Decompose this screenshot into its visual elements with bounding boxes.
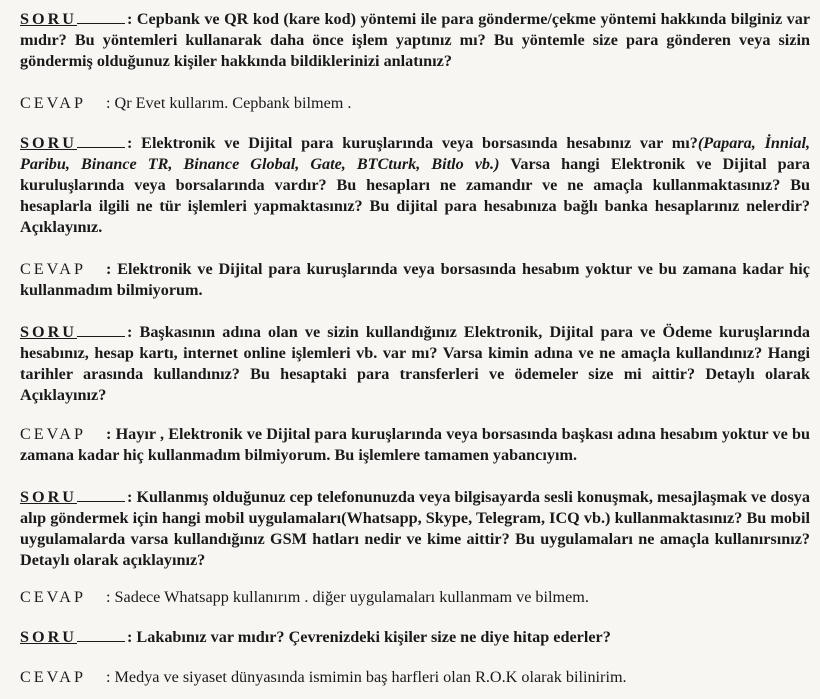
question-text: Kullanmış olduğunuz cep telefonunuzda veya bilgisayarda sesli konuşmak, mesajlaşmak ve dosya alıp göndermek için hangi mobil uygulamaları(Whatsapp, Skype, Telegram, ICQ vb.) kullanmaktasınız? Bu mobil uygulamalarda varsa kullandığınız GSM hatları nedir ve kime aittir? Bu uygulamaları ne amaçla kullanırsınız? Detaylı olarak açıklayınız? bbox=[20, 488, 810, 569]
answer-label: CEVAP bbox=[20, 588, 86, 606]
underline-blank bbox=[77, 335, 125, 337]
question-block bbox=[20, 133, 810, 238]
answer-block bbox=[20, 587, 810, 608]
underline-blank bbox=[77, 22, 125, 24]
separator: : bbox=[126, 10, 133, 28]
answer-label: CEVAP bbox=[20, 94, 86, 112]
underline-blank bbox=[77, 146, 125, 148]
underline-blank bbox=[77, 500, 125, 502]
question-text-continued: Varsa hangi Elektronik ve Dijital para kuruluşlarında veya borsalarında vardır? Bu hesapları ne zamandır ve ne amaçla kullanmaktasınız? Bu hesaplarla ilgili ne tür işlemleri yapmaktasınız? Bu dijital para hesabınıza bağlı banka hesaplarınız nelerdir? Açıklayınız. bbox=[20, 155, 810, 236]
question-label: SORU bbox=[20, 488, 77, 506]
answer-block bbox=[20, 667, 810, 688]
question-text-examples: (Papara, İnnial, Paribu, Binance TR, Binance Global, Gate, BTCturk, Bitlo vb.) bbox=[20, 134, 811, 173]
answer-block bbox=[20, 424, 810, 466]
answer-label: CEVAP bbox=[20, 668, 86, 686]
question-block bbox=[20, 487, 810, 571]
answer-text: Elektronik ve Dijital para kuruşlarında veya borsasında başkası adına hesabım yoktur ve bu zamana kadar hiç kullanmadım bilmiyorum. Bu işlemlere tamamen yabancıyım. bbox=[20, 425, 811, 464]
question-label: SORU bbox=[20, 10, 77, 28]
separator: : bbox=[126, 323, 133, 341]
answer-text: Elektronik ve Dijital para kuruşlarında veya borsasında hesabım yoktur ve bu zamana kadar hiç kullanmadım bilmiyorum. bbox=[20, 260, 810, 299]
separator: : bbox=[105, 94, 111, 112]
question-label: SORU bbox=[20, 323, 77, 341]
question-block bbox=[20, 322, 810, 406]
separator: : bbox=[105, 260, 112, 278]
separator: : bbox=[126, 134, 133, 152]
separator: : bbox=[105, 668, 111, 686]
question-label: SORU bbox=[20, 628, 77, 646]
answer-text: Medya ve siyaset dünyasında ismimin baş harfleri olan R.O.K olarak bilinirim. bbox=[114, 668, 627, 686]
separator: : bbox=[105, 588, 111, 606]
answer-label: CEVAP bbox=[20, 260, 86, 278]
question-text: Lakabınız var mıdır? Çevrenizdeki kişiler size ne diye hitap ederler? bbox=[136, 628, 611, 646]
question-block bbox=[20, 627, 810, 648]
question-text: Elektronik ve Dijital para kuruşlarında veya borsasında hesabınız var mı? bbox=[141, 134, 698, 152]
separator: : bbox=[126, 488, 133, 506]
question-text: Cepbank ve QR kod (kare kod) yöntemi ile para gönderme/çekme yöntemi hakkında bilginiz var mıdır? Bu yöntemleri kullanarak daha önce işlem yaptınız mı? Bu yöntemle size para gönderen veya sizin göndermiş olduğunuz kişiler hakkında bildiklerinizi anlatınız? bbox=[20, 10, 810, 70]
separator: : bbox=[126, 628, 133, 646]
answer-label: CEVAP bbox=[20, 425, 86, 443]
answer-text: Qr Evet kullarım. Cepbank bilmem . bbox=[114, 94, 352, 112]
answer-text-plain: Hayır , bbox=[115, 425, 165, 443]
question-label: SORU bbox=[20, 134, 77, 152]
answer-block bbox=[20, 93, 810, 114]
question-block bbox=[20, 9, 810, 72]
separator: : bbox=[105, 425, 112, 443]
answer-block bbox=[20, 259, 810, 301]
answer-text: Sadece Whatsapp kullanırım . diğer uygulamaları kullanmam ve bilmem. bbox=[114, 588, 589, 606]
underline-blank bbox=[77, 640, 125, 642]
question-text: Başkasının adına olan ve sizin kullandığınız Elektronik, Dijital para ve Ödeme kuruşlarında hesabınız, hesap kartı, internet online işlemleri vb. var mı? Varsa kimin adına ve ne amaçla kullandınız? Hangi tarihler arasında kullandınız? Bu hesaptaki para transferleri ve ödemeler size mi aittir? Detaylı olarak Açıklayınız? bbox=[20, 323, 811, 404]
